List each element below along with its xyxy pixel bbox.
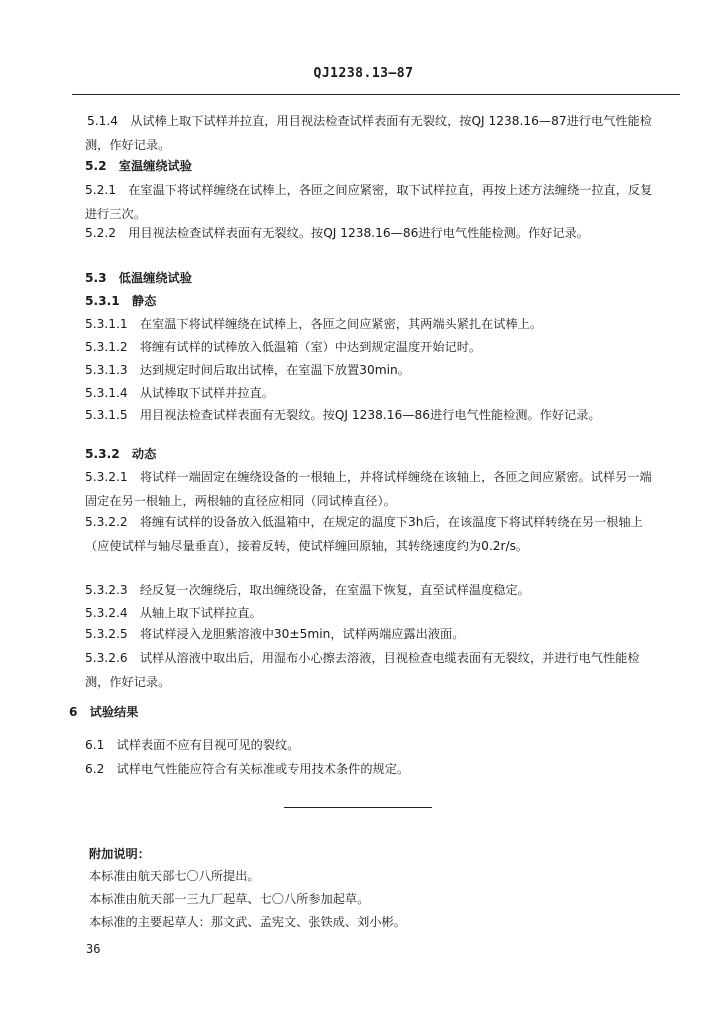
- heading-6: 6 试验结果: [69, 705, 139, 719]
- para-5-3-1-4: 5.3.1.4 从试棒取下试样并拉直。: [85, 386, 274, 400]
- para-5-3-1-1: 5.3.1.1 在室温下将试样缠绕在试棒上，各匝之间应紧密，其两端头紧扎在试棒上。: [85, 317, 543, 331]
- appendix-title: 附加说明：: [89, 847, 150, 861]
- heading-5-3-2: 5.3.2 动态: [85, 447, 157, 461]
- section-divider: [284, 807, 432, 808]
- para-5-3-2-3: 5.3.2.3 经反复一次缠绕后，取出缠绕设备，在室温下恢复，直至试样温度稳定。: [85, 583, 530, 597]
- para-5-3-2-5: 5.3.2.5 将试样浸入龙胆紫溶液中30±5min，试样两端应露出液面。: [85, 627, 465, 641]
- para-5-3-1-5: 5.3.1.5 用目视法检查试样表面有无裂纹。按QJ 1238.16—86进行电气性能检测。作好记录。: [85, 408, 601, 422]
- appendix-line: 本标准由航天部七〇八所提出。: [89, 869, 260, 883]
- para-5-3-2-1: 5.3.2.1 将试样一端固定在缠绕设备的一根轴上，并将试样缠绕在该轴上，各匝之间应紧密。试样另一端固定在另一根轴上，两根轴的直径应相同（同试棒直径）。: [85, 470, 652, 508]
- para-5-1-4: 5.1.4 从试棒上取下试样并拉直，用目视法检查试样表面有无裂纹，按QJ 1238.16—87进行电气性能检测，作好记录。: [85, 114, 652, 152]
- appendix-line: 本标准的主要起草人：那文武、孟宪文、张铁成、刘小彬。: [89, 915, 406, 929]
- para-5-2-1: 5.2.1 在室温下将试样缠绕在试棒上，各匝之间应紧密，取下试样拉直，再按上述方法缠绕一拉直，反复进行三次。: [85, 183, 653, 221]
- header-rule: [72, 94, 680, 95]
- para-5-2-2: 5.2.2 用目视法检查试样表面有无裂纹。按QJ 1238.16—86进行电气性能检测。作好记录。: [85, 226, 589, 240]
- para-5-3-1-3: 5.3.1.3 达到规定时间后取出试棒，在室温下放置30min。: [85, 363, 410, 377]
- page-number: 36: [86, 942, 101, 956]
- heading-5-2: 5.2 室温缠绕试验: [85, 159, 192, 173]
- para-5-3-1-2: 5.3.1.2 将缠有试样的试棒放入低温箱（室）中达到规定温度开始记时。: [85, 340, 482, 354]
- para-5-3-2-2: 5.3.2.2 将缠有试样的设备放入低温箱中，在规定的温度下3h后，在该温度下将试样转绕在另一根轴上（应使试样与轴尽量垂直），接着反转，使试样缠回原轴，其转绕速度约为0.2r/s。: [85, 515, 643, 553]
- appendix-line: 本标准由航天部一三九厂起草、七〇八所参加起草。: [89, 892, 370, 906]
- heading-5-3: 5.3 低温缠绕试验: [85, 271, 192, 285]
- heading-5-3-1: 5.3.1 静态: [85, 294, 157, 308]
- para-5-3-2-6: 5.3.2.6 试样从溶液中取出后，用湿布小心擦去溶液，目视检查电缆表面有无裂纹，并进行电气性能检测，作好记录。: [85, 651, 640, 689]
- para-5-3-2-4: 5.3.2.4 从轴上取下试样拉直。: [85, 606, 262, 620]
- document-header: QJ1238.13—87: [313, 66, 414, 81]
- para-6-1: 6.1 试样表面不应有目视可见的裂纹。: [85, 738, 300, 752]
- para-6-2: 6.2 试样电气性能应符合有关标准或专用技术条件的规定。: [85, 762, 410, 776]
